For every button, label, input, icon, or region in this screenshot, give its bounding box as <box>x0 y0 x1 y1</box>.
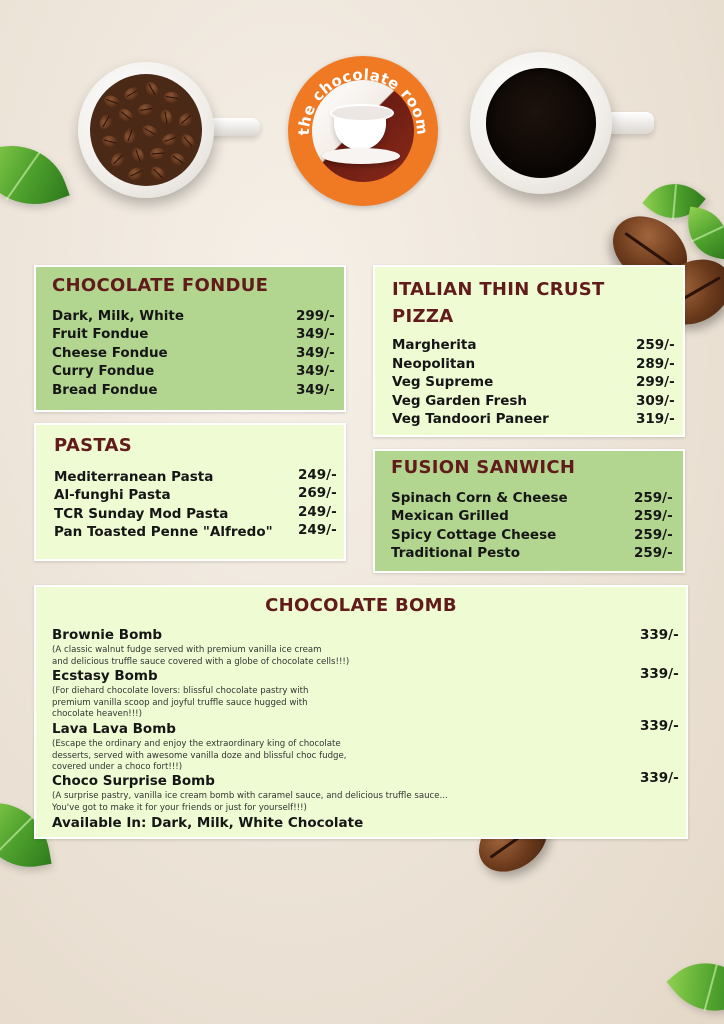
pizza-price: 309/- <box>636 393 675 409</box>
bomb-price: 339/- <box>640 666 679 682</box>
coffee-beans-cup-icon <box>78 62 268 192</box>
fondue-price: 349/- <box>296 363 335 379</box>
fondue-item: Curry Fondue <box>52 363 155 379</box>
sandwich-price: 259/- <box>634 545 673 561</box>
bomb-availability: Available In: Dark, Milk, White Chocolate <box>52 815 364 831</box>
sandwich-title: FUSION SANWICH <box>391 457 576 478</box>
pasta-item: TCR Sunday Mod Pasta <box>54 506 229 522</box>
pizza-price: 299/- <box>636 374 675 390</box>
bomb-price: 339/- <box>640 627 679 643</box>
fondue-item: Dark, Milk, White <box>52 308 185 324</box>
bomb-item: Brownie Bomb <box>52 627 163 643</box>
leaf-icon <box>666 943 724 1024</box>
logo-icon <box>288 56 438 206</box>
pasta-price: 249/- <box>298 504 337 520</box>
pizza-item: Margherita <box>392 337 477 353</box>
sandwich-item: Traditional Pesto <box>391 545 521 561</box>
bomb-desc: (A surprise pastry, vanilla ice cream bomb with caramel sauce, and delicious truffle sauce... You've got to make it for your friends or just for yourself!!!) <box>52 791 448 813</box>
pizza-section <box>373 265 685 437</box>
black-coffee-cup-icon <box>470 52 660 202</box>
pizza-price: 289/- <box>636 356 675 372</box>
leaf-icon <box>682 207 724 260</box>
bomb-item: Ecstasy Bomb <box>52 668 158 684</box>
pasta-price: 269/- <box>298 485 337 501</box>
logo-text: the chocolate room <box>294 65 432 136</box>
pasta-price: 249/- <box>298 522 337 538</box>
sandwich-item: Spicy Cottage Cheese <box>391 527 557 543</box>
pizza-item: Veg Supreme <box>392 374 494 390</box>
bomb-price: 339/- <box>640 770 679 786</box>
pasta-item: Al-funghi Pasta <box>54 487 171 503</box>
pizza-price: 259/- <box>636 337 675 353</box>
svg-text:the chocolate room <box>295 65 432 136</box>
bomb-item: Choco Surprise Bomb <box>52 773 215 789</box>
fondue-price: 349/- <box>296 326 335 342</box>
pizza-title: PIZZA <box>392 306 454 327</box>
bomb-price: 339/- <box>640 718 679 734</box>
bomb-title: CHOCOLATE BOMB <box>265 595 457 616</box>
fondue-section <box>34 265 346 412</box>
fondue-price: 299/- <box>296 308 335 324</box>
pasta-item: Mediterranean Pasta <box>54 469 214 485</box>
pastas-title: PASTAS <box>54 435 133 456</box>
pizza-title: ITALIAN THIN CRUST <box>392 279 605 300</box>
sandwich-price: 259/- <box>634 490 673 506</box>
sandwich-price: 259/- <box>634 508 673 524</box>
fondue-item: Bread Fondue <box>52 382 158 398</box>
leaf-icon <box>0 129 70 220</box>
sandwich-price: 259/- <box>634 527 673 543</box>
bomb-desc: (A classic walnut fudge served with premium vanilla ice cream and delicious truffle sauce covered with a globe of chocolate cells!!!) <box>52 645 350 667</box>
sandwich-section <box>373 449 685 573</box>
pasta-price: 249/- <box>298 467 337 483</box>
bomb-item: Lava Lava Bomb <box>52 721 176 737</box>
bomb-desc: (Escape the ordinary and enjoy the extraordinary king of chocolate desserts, served with awesome vanilla doze and blissful choc fudge, covered under a choco fort!!!) <box>52 739 347 772</box>
pizza-item: Neopolitan <box>392 356 476 372</box>
pizza-price: 319/- <box>636 411 675 427</box>
pizza-item: Veg Garden Fresh <box>392 393 528 409</box>
bomb-section <box>34 585 688 839</box>
sandwich-item: Mexican Grilled <box>391 508 509 524</box>
pasta-item: Pan Toasted Penne "Alfredo" <box>54 524 273 540</box>
sandwich-item: Spinach Corn & Cheese <box>391 490 568 506</box>
fondue-item: Cheese Fondue <box>52 345 168 361</box>
fondue-item: Fruit Fondue <box>52 326 149 342</box>
fondue-price: 349/- <box>296 345 335 361</box>
fondue-title: CHOCOLATE FONDUE <box>52 275 269 296</box>
bomb-desc: (For diehard chocolate lovers: blissful chocolate pastry with premium vanilla scoop and joyful truffle sauce hugged with chocolate heaven!!!) <box>52 686 309 719</box>
pizza-item: Veg Tandoori Paneer <box>392 411 549 427</box>
pastas-section <box>34 423 346 561</box>
fondue-price: 349/- <box>296 382 335 398</box>
